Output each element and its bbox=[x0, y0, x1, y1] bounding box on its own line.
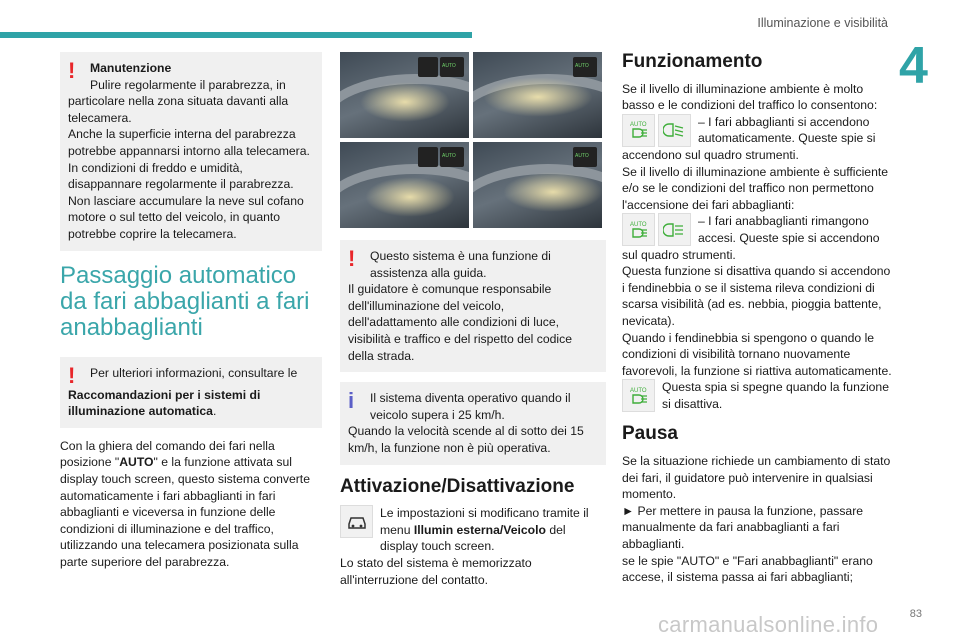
page-number: 83 bbox=[909, 608, 922, 620]
list-item: – I fari abbaglianti si accendono automaticamente. Queste spie si bbox=[698, 114, 876, 146]
chapter-number: 4 bbox=[899, 37, 928, 95]
body-text: Le impostazioni si modificano tramite il menu bbox=[380, 506, 589, 537]
illustration-3 bbox=[340, 142, 469, 228]
info-icon: i bbox=[348, 388, 355, 414]
note-line: Questo sistema è una funzione di assistenza alla guida. bbox=[370, 249, 551, 280]
body-text: sul quadro strumenti. bbox=[622, 247, 736, 262]
section-title: Funzionamento bbox=[622, 51, 763, 72]
section-title: Pausa bbox=[622, 423, 678, 445]
column-middle bbox=[340, 52, 606, 588]
note-text: Quando la velocità scende al di sotto dei 15 km/h, la funzione non è più operativa. bbox=[348, 424, 584, 455]
high-beam-item bbox=[622, 114, 892, 147]
headlight-illustrations bbox=[340, 52, 606, 228]
body-bold: AUTO bbox=[119, 455, 154, 470]
body-paragraph: Se il livello di illuminazione ambiente è sufficiente e/o se le condizioni del traffico non permettono l'accensione dei fari abbaglianti: bbox=[622, 164, 889, 212]
note-bold: Raccomandazioni per i sistemi di illuminazione automatica bbox=[68, 387, 261, 419]
body-paragraph: Se il livello di illuminazione ambiente è molto basso e le condizioni del traffico lo consentono: bbox=[622, 81, 878, 113]
body-paragraph bbox=[60, 438, 322, 571]
note-line: Il sistema diventa operativo quando il veicolo supera i 25 km/h. bbox=[370, 391, 571, 422]
body-paragraph: ► Per mettere in pausa la funzione, passare manualmente da fari anabbaglianti a fari abbaglianti. bbox=[622, 503, 864, 552]
list-item: Questa spia si spegne quando la funzione si disattiva. bbox=[662, 380, 889, 411]
recommendations-note bbox=[60, 357, 322, 428]
body-paragraph: Questa funzione si disattiva quando si accendono i fendinebbia o se il sistema rileva condizioni di scarsa visibilità (ad es. nebbia, pioggia battente, nevicata). Quando i fendinebbia si spengono o quando le condizioni di visibilità tornano nuovamente favorevoli, la funzione si riattiva automaticamente. bbox=[622, 264, 892, 378]
header-title: Illuminazione e visibilità bbox=[757, 16, 888, 30]
svg-text:AUTO: AUTO bbox=[629, 387, 647, 394]
section-title: Attivazione/Disattivazione bbox=[340, 475, 575, 497]
column-right bbox=[622, 52, 892, 586]
low-beam-icon bbox=[658, 114, 691, 147]
watermark: carmanualsonline.info bbox=[658, 612, 879, 637]
warning-icon: ! bbox=[68, 362, 76, 388]
menu-path: Illumin esterna/Veicolo bbox=[413, 522, 546, 537]
activation-row bbox=[340, 505, 606, 555]
note-text: particolare nella zona situata davanti alla telecamera. Anche la superficie interna del parabrezza potrebbe appannarsi intorno alla telecamera. In condizioni di freddo e umidità, disappannare regolarmente il parabrezza. Non lasciare accumulare la neve sul cofano motore o sul tetto del veicolo, in quanto potrebbe coprire la telecamera. bbox=[68, 94, 310, 241]
high-beam-icon bbox=[658, 213, 691, 246]
note-text: Il guidatore è comunque responsabile dell'illuminazione del veicolo, dell'adattamento alle condizioni di luce, visibilità e traffico e del rispetto del codice della strada. bbox=[348, 282, 573, 363]
illustration-1 bbox=[340, 52, 469, 138]
warning-icon: ! bbox=[348, 246, 356, 271]
body-paragraph: Se la situazione richiede un cambiamento di stato dei fari, il guidatore può intervenire in qualsiasi momento. bbox=[622, 454, 891, 502]
driver-assist-note bbox=[340, 240, 606, 372]
body-paragraph: se le spie "AUTO" e "Fari anabbaglianti" erano accese, il sistema passa ai fari abbaglianti; bbox=[622, 553, 873, 585]
body-paragraph: Lo stato del sistema è memorizzato all'interruzione del contatto. bbox=[340, 555, 532, 587]
deactivation-item bbox=[622, 379, 892, 412]
auto-headlamp-icon bbox=[622, 114, 655, 147]
header-accent-bar bbox=[0, 32, 472, 38]
svg-text:AUTO: AUTO bbox=[629, 221, 647, 228]
svg-text:AUTO: AUTO bbox=[629, 122, 647, 129]
maintenance-note bbox=[60, 52, 322, 251]
car-settings-icon bbox=[340, 505, 373, 538]
body-text: " e la funzione attivata sul display touch screen, questo sistema converte automaticamente i fari abbaglianti in fari abbaglianti e viceversa in funzione delle condizioni di illuminazione e del traffico, utilizzando una telecamera posizionata sulla parte superiore del parabrezza. bbox=[60, 455, 310, 569]
warning-icon: ! bbox=[68, 58, 76, 83]
note-line: Pulire regolarmente il parabrezza, in bbox=[90, 77, 286, 92]
low-beam-item bbox=[622, 213, 892, 246]
speed-info-note bbox=[340, 382, 606, 464]
section-title: Passaggio automatico da fari abbaglianti a fari anabbaglianti bbox=[60, 261, 310, 341]
illustration-4 bbox=[473, 142, 602, 228]
note-title: Manutenzione bbox=[90, 61, 172, 75]
note-line: Per ulteriori informazioni, consultare le bbox=[90, 365, 298, 380]
body-text: Con la ghiera del comando dei fari nella posizione " bbox=[60, 438, 275, 470]
body-text: del display touch screen. bbox=[380, 522, 566, 554]
auto-headlamp-icon bbox=[622, 213, 655, 246]
auto-headlamp-icon bbox=[622, 379, 655, 412]
body-text: accendono sul quadro strumenti. bbox=[622, 147, 799, 162]
illustration-2 bbox=[473, 52, 602, 138]
column-left bbox=[60, 52, 322, 570]
list-item: – I fari anabbaglianti rimangono accesi. Queste spie si accendono bbox=[698, 214, 880, 245]
note-tail: . bbox=[212, 404, 217, 419]
